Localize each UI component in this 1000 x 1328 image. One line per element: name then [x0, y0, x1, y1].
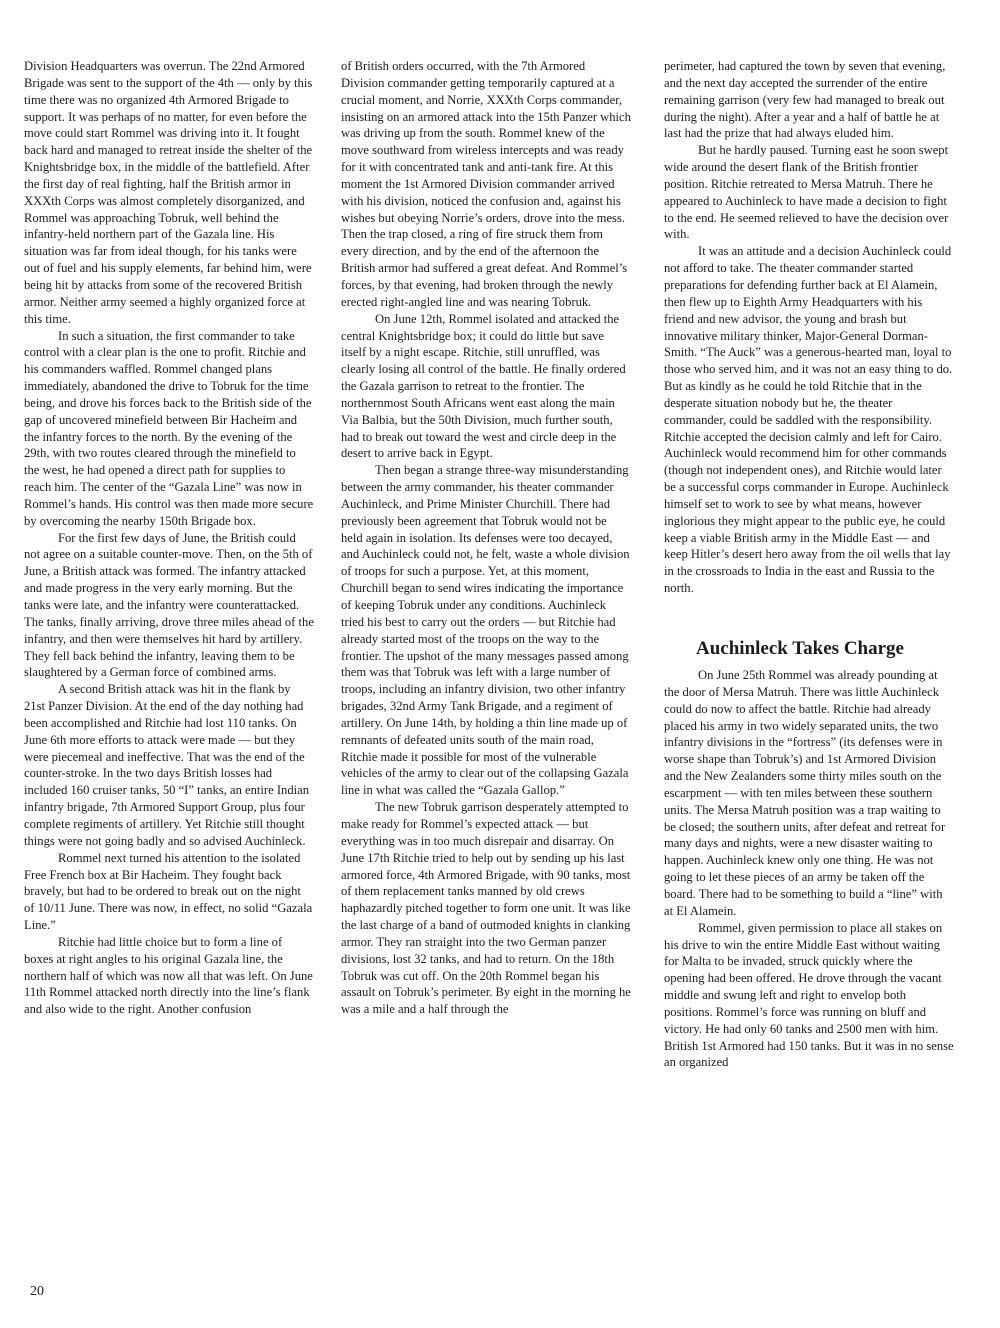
paragraph: A second British attack was hit in the flank by 21st Panzer Division. At the end of the day nothing had been accomplished and Ritchie had lost 110 tanks. On June 6th more efforts to attack were made — but they were piecemeal and ineffective. That was the end of the counter-stroke. In the two days British losses had included 160 cruiser tanks, 50 “I” tanks, an entire Indian infantry brigade, 7th Armored Support Group, plus four complete regiments of artillery. Yet Ritchie still thought things were not going badly and so advised Auchinleck. [24, 682, 310, 848]
paragraph: In such a situation, the first commander to take control with a clear plan is the one to profit. Ritchie and his commanders waffled. Rommel changed plans immediately, abandoned the drive to Tobruk for the time being, and drove his forces back to the British side of the gap of uncovered minefield between Bir Hacheim and the infantry forces to the north. By the evening of the 29th, with two routes cleared through the minefield to the west, he had opened a direct path for supplies to reach him. The center of the “Gazala Line” was now in Rommel’s hands. His control was then made more secure by overcoming the nearby 150th Brigade box. [24, 328, 314, 528]
paragraph: Division Headquarters was overrun. The 22nd Armored Brigade was sent to the support of the 4th — only by this time there was no organized 4th Armored Brigade to support. It was perhaps of no matter, for even before the move could start Rommel was driving into it. It fought back hard and managed to retreat inside the shelter of the Knightsbridge box, in the middle of the battlefield. After the first day of real fighting, half the British armor in XXXth Corps was almost completely disorganized, and Rommel was approaching Tobruk, well behind the infantry-held northern part of the Gazala line. His situation was far from ideal though, for his tanks were out of fuel and his supply elements, far behind him, were being hit by attacks from some of the recovered British armor. Neither army seemed a highly organized force at this time. [24, 59, 313, 326]
paragraph: Rommel, given permission to place all stakes on his drive to win the entire Middle East without waiting for Malta to be invaded, struck quickly where the opening had been offered. He drove through the vacant middle and swung left and right to envelop both positions. Rommel’s force was running on bluff and victory. He had only 60 tanks and 2500 men with him. British 1st Armored had 150 tanks. But it was in no sense an organized [664, 920, 954, 1070]
paragraph: Ritchie had little choice but to form a line of boxes at right angles to his original Gazala line, the northern half of which was now all that was left. On June 11th Rommel attacked north directly into the line’s flank and also wide to the right. Another confusion [24, 934, 313, 1017]
page-number: 20 [30, 1284, 44, 1299]
paragraph: of British orders occurred, with the 7th Armored Division commander getting temporarily captured at a crucial moment, and Norrie, XXXth Corps commander, insisting on an armored attack into the 15th Panzer which was driving up from the south. Rommel knew of the move southward from wireless intercepts and was ready for it with concentrated tank and anti-tank fire. At this moment the 1st Armored Division commander arrived with his division, noticed the confusion and, against his wishes but obeying Norrie’s orders, drove into the mess. Then the trap closed, a ring of fire struck them from every direction, and by the end of the afternoon the British armor had suffered a great defeat. And Rommel’s forces, by that evening, had broken through the newly erected right-angled line and was nearing Tobruk. [341, 59, 631, 309]
text-column-2 [341, 58, 631, 1018]
paragraph: Then began a strange three-way misunderstanding between the army commander, his theater commander Auchinleck, and Prime Minister Churchill. There had previously been agreement that Tobruk would not be held again in isolation. Its defenses were too decayed, and Auchinleck could not, he felt, waste a whole division of troops for such a purpose. Yet, at this moment, Churchill began to send wires indicating the importance of keeping Tobruk under any conditions. Auchinleck tried his best to carry out the orders — but Ritchie had already started most of the troops on the way to the frontier. The upshot of the many messages passed among them was that Tobruk was left with a large number of troops, including an infantry division, two other infantry brigades, 32nd Army Tank Brigade, and a regiment of artillery. On June 14th, by holding a thin line made up of remnants of defeated units south of the main road, Ritchie made it possible for most of the vulnerable vehicles of the army to clear out of the collapsing Gazala line in what was called the “Gazala Gallop.” [341, 463, 630, 798]
paragraph: On June 25th Rommel was already pounding at the door of Mersa Matruh. There was little Auchinleck could do now to affect the battle. Ritchie had already placed his army in two widely separated units, the two infantry divisions in the “fortress” (its defenses were in worse shape than Tobruk’s) and 1st Armored Division and the New Zealanders some thirty miles south on the escarpment — with ten miles between these southern units. The Mersa Matruh position was a trap waiting to be closed; the southern units, after defeat and retreat for many days and nights, were a new disaster waiting to happen. Auchinleck knew only one thing. He was not going to let these pieces of an army be taken off the board. There had to be something to build a “line” with at El Alamein. [664, 668, 946, 918]
text-column-1 [24, 58, 314, 1018]
paragraph: It was an attitude and a decision Auchinleck could not afford to take. The theater commander started preparations for defending further back at El Alamein, then flew up to Eighth Army Headquarters with his friend and new advisor, the young and brash but innovative military thinker, Major-General Dorman-Smith. “The Auck” was a generous-hearted man, loyal to those who served him, and it was not an easy thing to do. But as kindly as he could he told Ritchie that in the desperate situation nobody but he, the theater commander, could be saddled with the responsibility. Ritchie accepted the decision calmly and left for Cairo. Auchinleck would recommend him for other commands (though not independent ones), and Ritchie would later be a successful corps commander in Europe. Auchinleck himself set to work to see by what means, however inglorious they might appear to the public eye, he could keep a viable British army in the Middle East — and keep Hitler’s desert hero away from the oil wells that lay in the crossroads to India in the east and Russia to the north. [664, 244, 953, 596]
section-heading: Auchinleck Takes Charge [696, 638, 904, 659]
paragraph: Rommel next turned his attention to the isolated Free French box at Bir Hacheim. They fought back bravely, but had to be ordered to break out on the night of 10/11 June. There was now, in effect, no solid “Gazala Line.” [24, 850, 313, 933]
paragraph: perimeter, had captured the town by seven that evening, and the next day accepted the surrender of the entire remaining garrison (very few had managed to break out during the night). After a year and a half of battle he at last had the prize that had always eluded him. [664, 59, 946, 141]
paragraph: The new Tobruk garrison desperately attempted to make ready for Rommel’s expected attack — but everything was in too much disrepair and disarray. On June 17th Ritchie tried to help out by sending up his last armored force, 4th Armored Brigade, with 90 tanks, most of them replacement tanks manned by old crews haphazardly pitched together to form one unit. It was like the last charge of a band of outmoded knights in clanking armor. They ran straight into the two German panzer divisions, lost 32 tanks, and had to return. On the 18th Tobruk was cut off. On the 20th Rommel began his assault on Tobruk’s perimeter. By eight in the morning he was a mile and a half through the [341, 800, 631, 1017]
paragraph: On June 12th, Rommel isolated and attacked the central Knightsbridge box; it could do little but save itself by a night escape. Ritchie, still unruffled, was clearly losing all control of the battle. He finally ordered the Gazala garrison to retreat to the frontier. The northernmost South Africans went east along the main Via Balbia, but the 50th Division, much further south, had to break out toward the west and circle deep in the desert to arrive back in Egypt. [341, 311, 626, 461]
paragraph: But he hardly paused. Turning east he soon swept wide around the desert flank of the British frontier position. Ritchie retreated to Mersa Matruh. There he appeared to Auchinleck to have made a decision to fight to the end. He seemed relieved to have the decision over with. [664, 143, 949, 242]
paragraph: For the first few days of June, the British could not agree on a suitable counter-move. Then, on the 5th of June, a British attack was formed. The infantry attacked and made progress in the very early morning. But the tanks were late, and the infantry were counterattacked. The tanks, finally arriving, drove three miles ahead of the infantry, and then were themselves hit hard by artillery. They fell back behind the infantry, leaving them to be slaughtered by a German force of combined arms. [24, 530, 314, 680]
text-column-3 [664, 58, 954, 1071]
